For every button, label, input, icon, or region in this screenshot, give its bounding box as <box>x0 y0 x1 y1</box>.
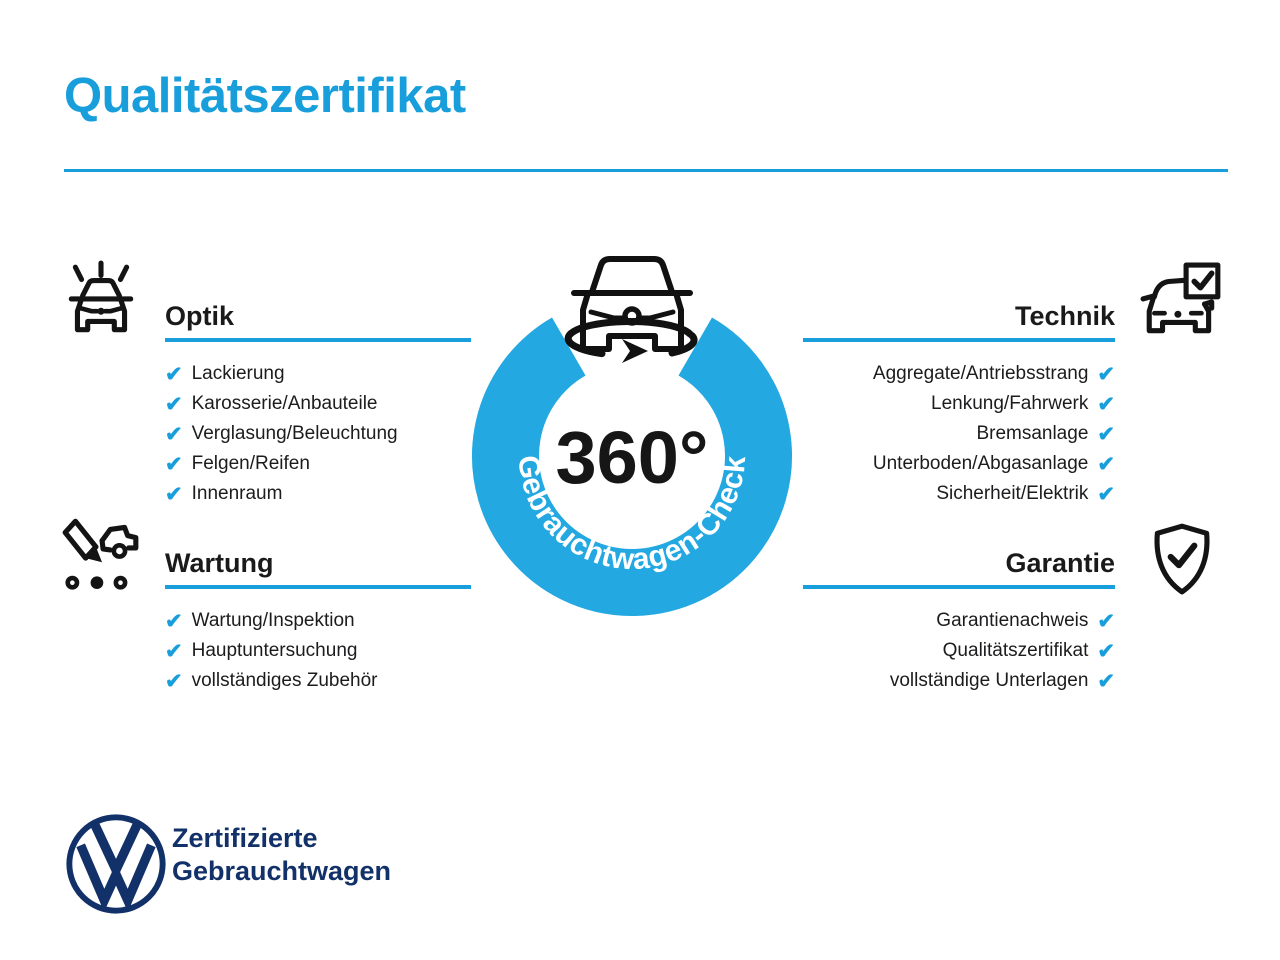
page-title: Qualitätszertifikat <box>64 69 466 123</box>
list-item <box>165 636 485 666</box>
section-rule-optik <box>165 338 471 342</box>
brand-line-1: Zertifizierte <box>172 823 318 853</box>
section-rule-wartung <box>165 585 471 589</box>
list-item <box>165 479 485 509</box>
check-icon: ✔ <box>1097 422 1115 446</box>
check-icon: ✔ <box>1097 362 1115 386</box>
list-item <box>165 419 485 449</box>
item-label: Innenraum <box>191 483 283 504</box>
title-divider <box>64 169 1228 172</box>
item-label: vollständige Unterlagen <box>889 670 1089 691</box>
check-icon: ✔ <box>165 609 183 633</box>
optik-checklist <box>165 359 485 509</box>
section-rule-garantie <box>803 585 1115 589</box>
item-label: Verglasung/Beleuchtung <box>191 423 398 444</box>
wartung-checklist <box>165 606 485 696</box>
item-label: Garantienachweis <box>936 610 1089 631</box>
item-label: Hauptuntersuchung <box>191 640 358 661</box>
list-item <box>165 389 485 419</box>
brand-wordmark <box>172 822 391 888</box>
item-label: Bremsanlage <box>976 423 1089 444</box>
check-icon: ✔ <box>1097 452 1115 476</box>
car-rotate-icon <box>568 259 694 363</box>
section-title-garantie: Garantie <box>1005 548 1115 578</box>
check-icon: ✔ <box>1097 609 1115 633</box>
check-icon: ✔ <box>165 392 183 416</box>
check-icon: ✔ <box>165 482 183 506</box>
item-label: Sicherheit/Elektrik <box>936 483 1089 504</box>
section-rule-technik <box>803 338 1115 342</box>
list-item <box>715 666 1115 696</box>
check-icon: ✔ <box>165 362 183 386</box>
item-label: Karosserie/Anbauteile <box>191 393 378 414</box>
section-title-wartung: Wartung <box>165 548 274 578</box>
pencil-car-icon <box>56 510 144 596</box>
list-item <box>165 359 485 389</box>
360-check-badge <box>462 252 802 624</box>
brand-line-2: Gebrauchtwagen <box>172 856 392 886</box>
shield-check-icon <box>1149 520 1215 598</box>
item-label: Felgen/Reifen <box>191 453 310 474</box>
item-label: vollständiges Zubehör <box>191 670 378 691</box>
badge-ring-label: Gebrauchtwagen-Check <box>511 453 753 577</box>
car-shine-icon <box>58 258 144 344</box>
vw-logo <box>62 810 170 918</box>
section-title-technik: Technik <box>1014 301 1115 331</box>
check-icon: ✔ <box>165 669 183 693</box>
badge-degree-label: 360° <box>555 416 709 499</box>
check-icon: ✔ <box>1097 482 1115 506</box>
section-title-optik: Optik <box>165 301 235 331</box>
item-label: Aggregate/Antriebsstrang <box>872 363 1089 384</box>
list-item <box>165 666 485 696</box>
check-icon: ✔ <box>165 422 183 446</box>
check-icon: ✔ <box>165 639 183 663</box>
item-label: Qualitätszertifikat <box>942 640 1089 661</box>
car-checkbox-icon <box>1139 260 1225 346</box>
check-icon: ✔ <box>1097 392 1115 416</box>
list-item <box>715 636 1115 666</box>
check-icon: ✔ <box>1097 639 1115 663</box>
item-label: Lackierung <box>191 363 285 384</box>
item-label: Lenkung/Fahrwerk <box>931 393 1089 414</box>
check-icon: ✔ <box>165 452 183 476</box>
list-item <box>165 449 485 479</box>
item-label: Unterboden/Abgasanlage <box>872 453 1089 474</box>
list-item <box>165 606 485 636</box>
item-label: Wartung/Inspektion <box>191 610 355 631</box>
check-icon: ✔ <box>1097 669 1115 693</box>
